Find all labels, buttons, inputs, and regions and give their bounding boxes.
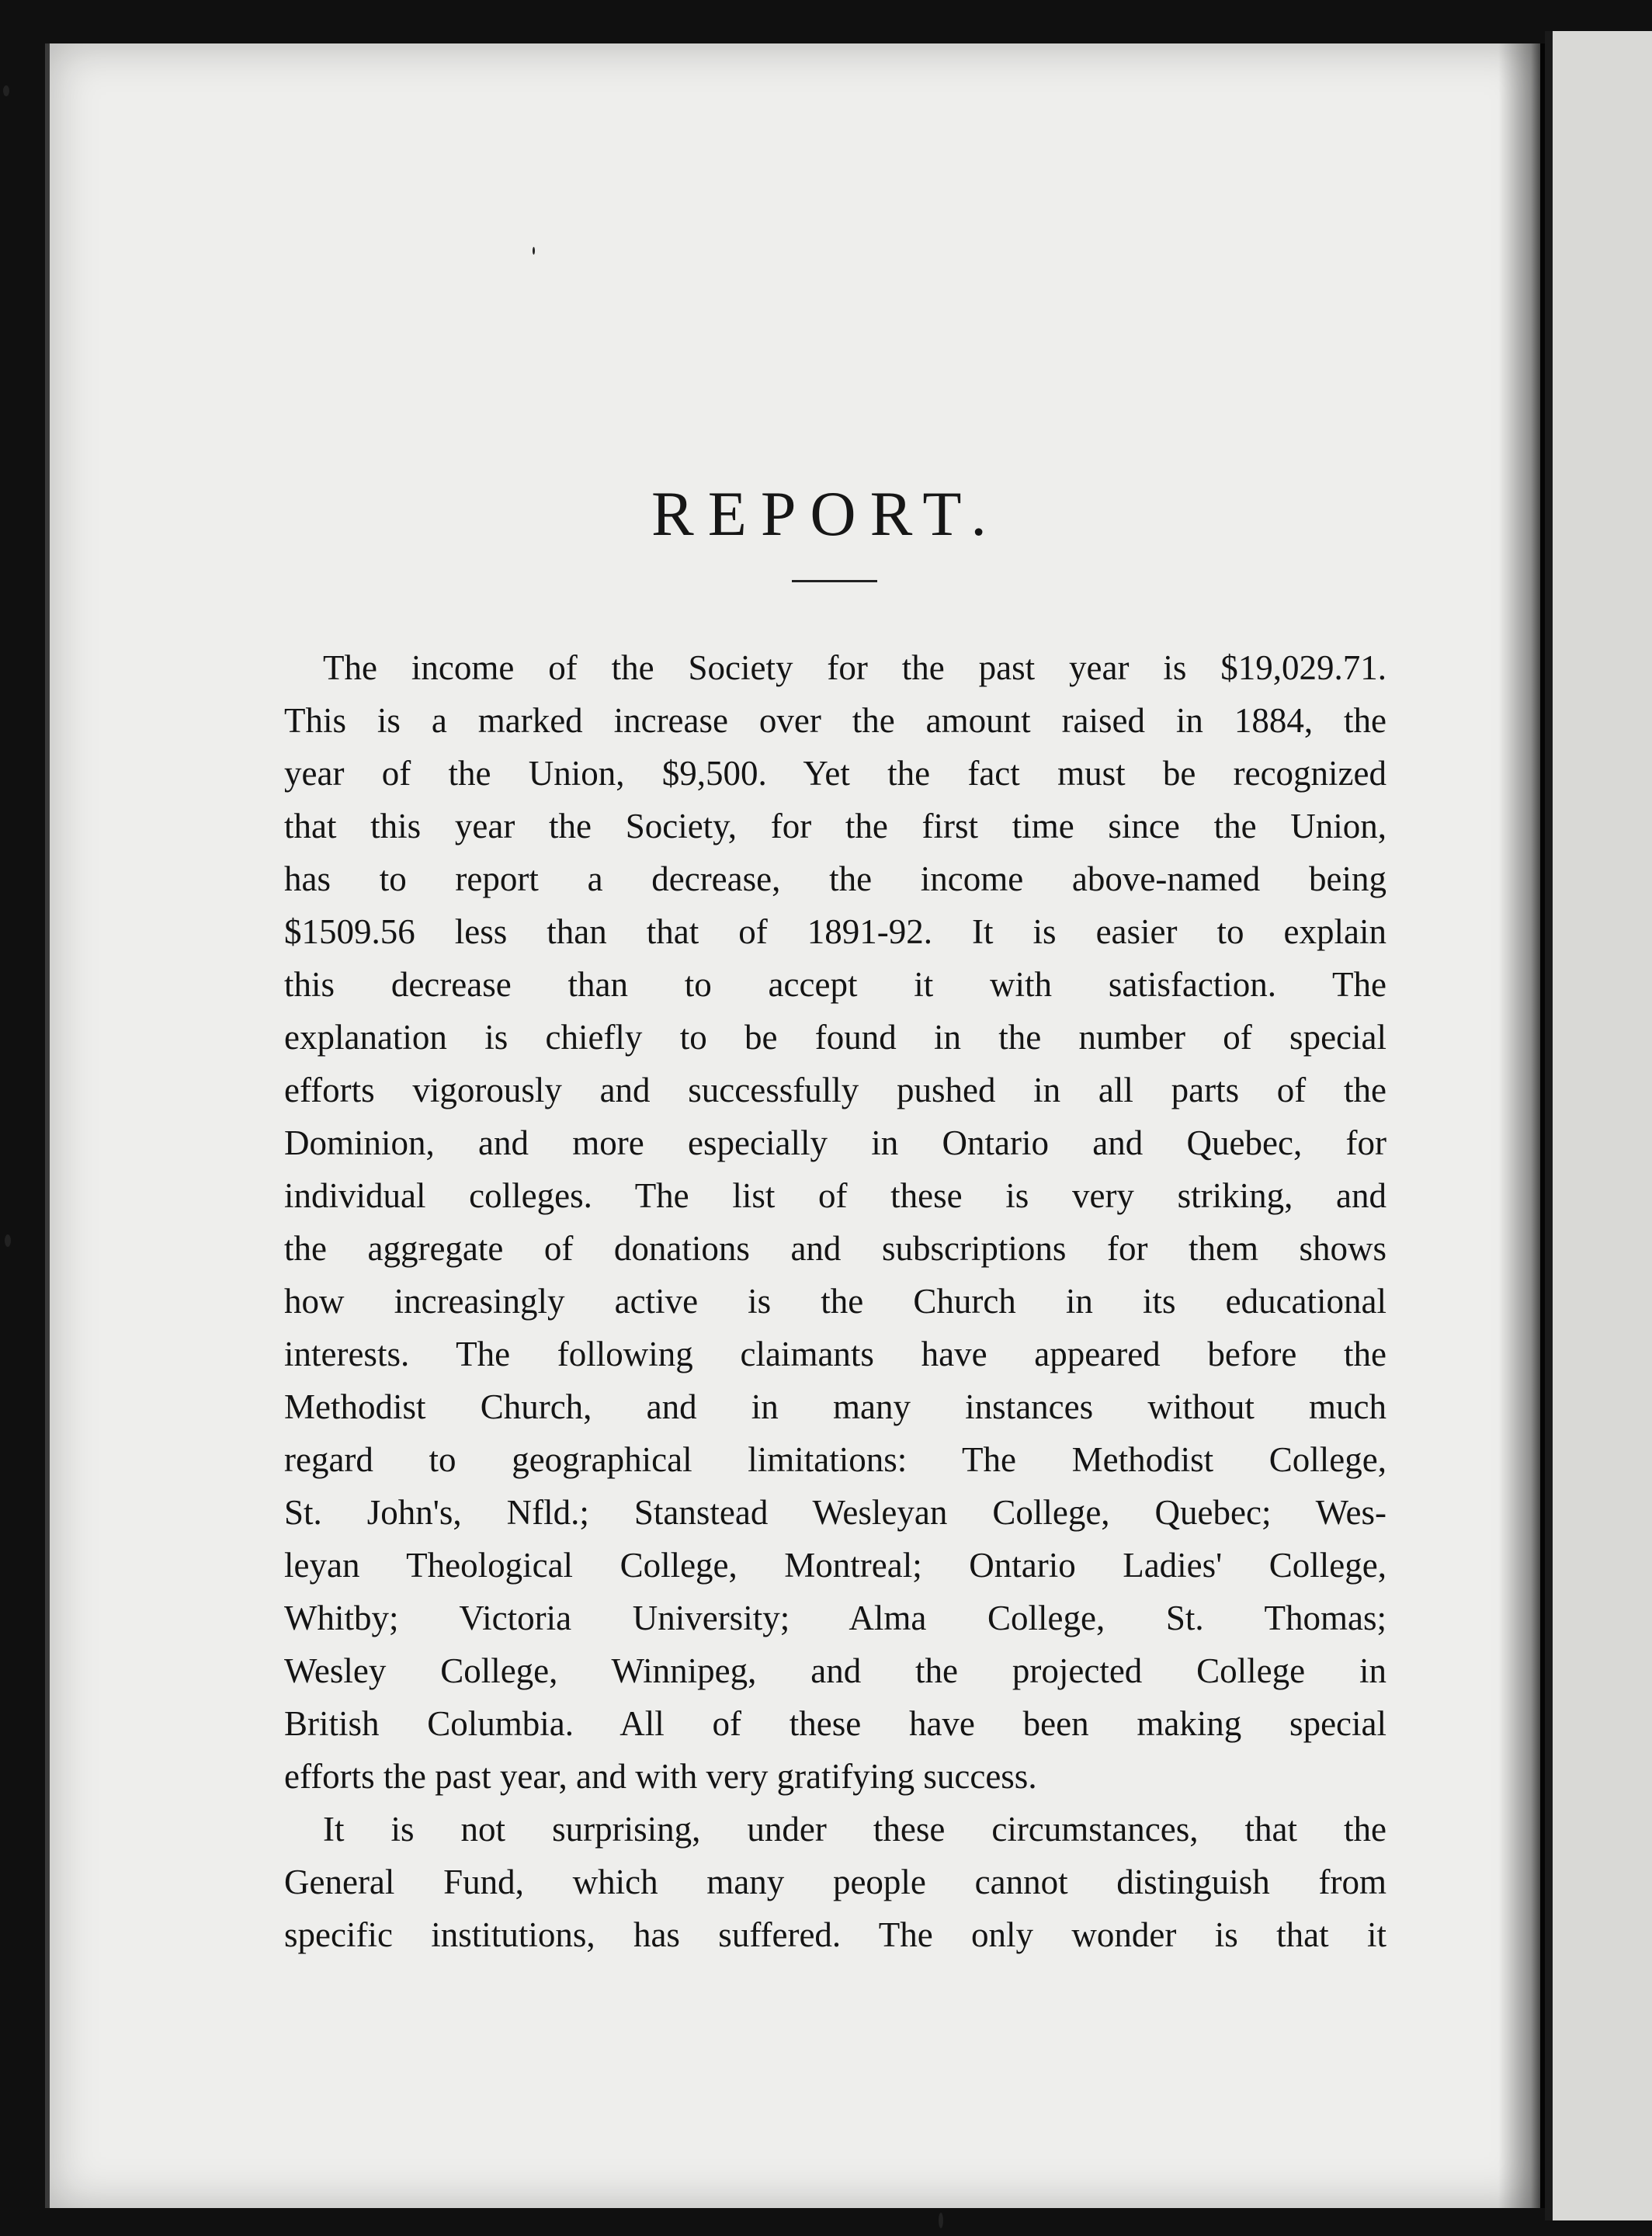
scan-speck xyxy=(533,247,535,255)
text-line: how increasingly active is the Church in its educational xyxy=(284,1282,1386,1321)
text-line: this decrease than to accept it with satisfaction. The xyxy=(284,965,1386,1004)
text-line: Methodist Church, and in many instances without much xyxy=(284,1387,1386,1426)
text-line: interests. The following claimants have appeared before the xyxy=(284,1335,1386,1373)
report-body xyxy=(284,641,1386,1961)
text-line: year of the Union, $9,500. Yet the fact must be recognized xyxy=(284,754,1386,793)
text-line: efforts the past year, and with very gratifying success. xyxy=(284,1757,1037,1796)
text-line: General Fund, which many people cannot distinguish from xyxy=(284,1863,1386,1901)
title-rule xyxy=(792,580,877,582)
text-line: efforts vigorously and successfully pushed in all parts of the xyxy=(284,1071,1386,1109)
text-line: specific institutions, has suffered. The only wonder is that it xyxy=(284,1915,1386,1954)
text-line: Whitby; Victoria University; Alma College, St. Thomas; xyxy=(284,1599,1386,1637)
text-line: Dominion, and more especially in Ontario and Quebec, for xyxy=(284,1123,1386,1162)
text-line: the aggregate of donations and subscriptions for them shows xyxy=(284,1229,1386,1268)
text-line: It is not surprising, under these circumstances, that the xyxy=(323,1810,1386,1849)
text-line: leyan Theological College, Montreal; Ontario Ladies' College, xyxy=(284,1546,1386,1585)
page-fold-shadow xyxy=(1498,43,1545,2208)
text-line: British Columbia. All of these have been making special xyxy=(284,1704,1386,1743)
text-line: Wesley College, Winnipeg, and the projected College in xyxy=(284,1651,1386,1690)
scan-speck xyxy=(5,1234,11,1247)
text-line: St. John's, Nfld.; Stanstead Wesleyan College, Quebec; Wes- xyxy=(284,1493,1386,1532)
scan-speck xyxy=(3,85,9,96)
text-line: regard to geographical limitations: The Methodist College, xyxy=(284,1440,1386,1479)
text-line: $1509.56 less than that of 1891-92. It is easier to explain xyxy=(284,912,1386,951)
text-line: individual colleges. The list of these is very striking, and xyxy=(284,1176,1386,1215)
text-line: has to report a decrease, the income above-named being xyxy=(284,859,1386,898)
text-line: explanation is chiefly to be found in the number of special xyxy=(284,1018,1386,1057)
text-line: This is a marked increase over the amount raised in 1884, the xyxy=(284,701,1386,740)
page-title: REPORT. xyxy=(651,477,1001,549)
adjacent-page-edge xyxy=(1545,31,1652,2220)
scan-speck xyxy=(939,2213,943,2228)
text-line: The income of the Society for the past year is $19,029.71. xyxy=(323,648,1386,687)
text-line: that this year the Society, for the first time since the Union, xyxy=(284,807,1386,845)
